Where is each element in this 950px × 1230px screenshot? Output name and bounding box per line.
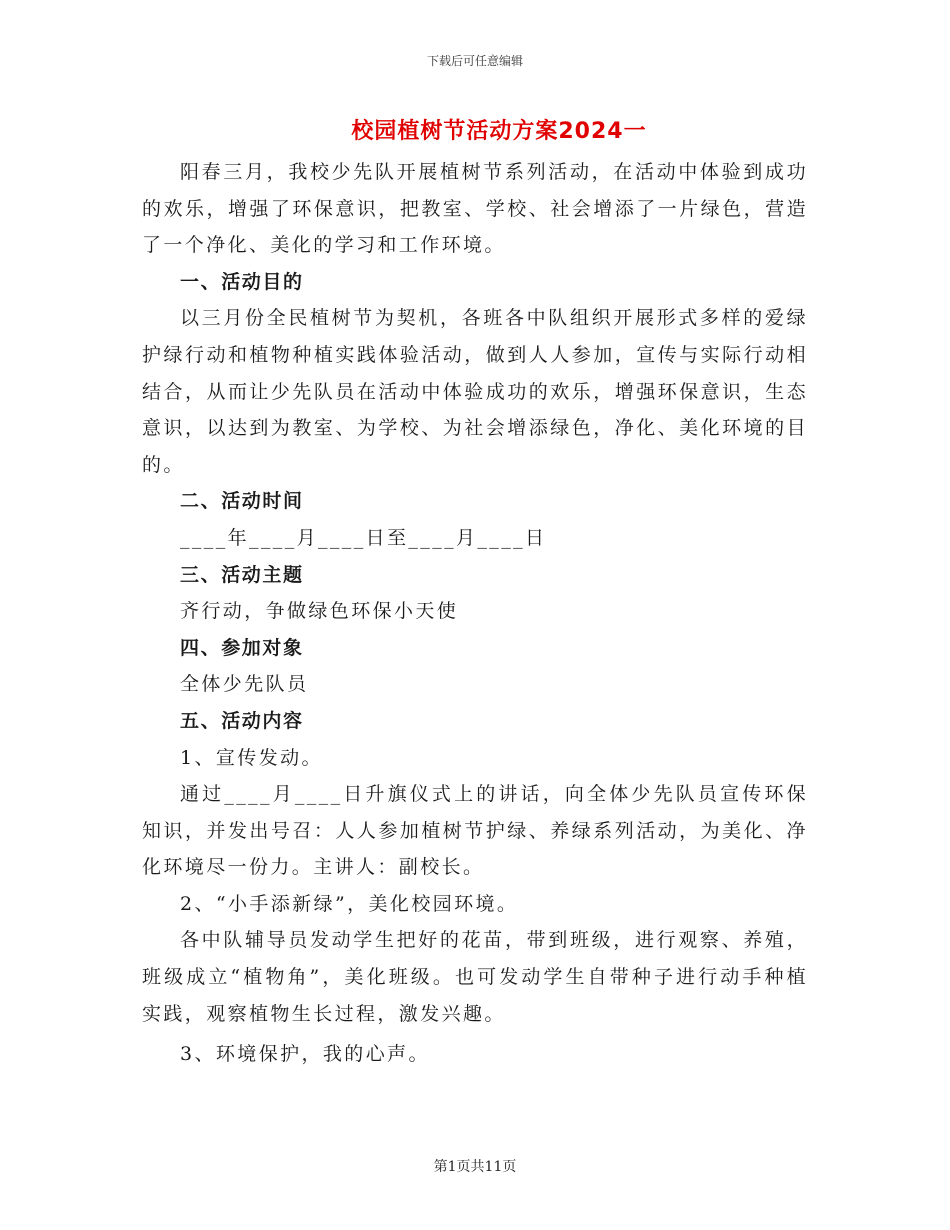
header-note: 下载后可任意编辑 [426, 54, 523, 68]
paragraph-time: ____年____月____日至____月____日 [180, 526, 547, 549]
heading-theme: 三、活动主题 [180, 563, 304, 586]
paragraph-green: 各中队辅导员发动学生把好的花苗，带到班级，进行观察、养殖，班级成立“植物角”，美化班级。也可发动学生自带种子进行动手种植实践，观察植物生长过程，激发兴趣。 [142, 929, 808, 1025]
paragraph-publicity: 通过____月____日升旗仪式上的讲话，向全体少先队员宣传环保知识，并发出号召：人人参加植树节护绿、养绿系列活动，为美化、净化环境尽一份力。主讲人：副校长。 [142, 783, 808, 879]
list-item-environment: 3、环境保护，我的心声。 [180, 1043, 430, 1066]
heading-time: 二、活动时间 [180, 490, 304, 513]
page-footer: 第1页共11页 [433, 1159, 517, 1175]
paragraph-purpose: 以三月份全民植树节为契机，各班各中队组织开展形式多样的爱绿护绿行动和植物种植实践体验活动，做到人人参加，宣传与实际行动相结合，从而让少先队员在活动中体验成功的欢乐，增强环保意识，生态意识，以达到为教室、为学校、为社会增添绿色，净化、美化环境的目的。 [142, 307, 808, 476]
heading-content: 五、活动内容 [180, 709, 304, 732]
list-item-green: 2、“小手添新绿”，美化校园环境。 [180, 892, 519, 915]
heading-participants: 四、参加对象 [180, 636, 304, 659]
paragraph-participants: 全体少先队员 [180, 673, 309, 696]
list-item-publicity: 1、宣传发动。 [180, 746, 323, 769]
paragraph-theme: 齐行动，争做绿色环保小天使 [180, 600, 459, 623]
document-title: 校园植树节活动方案2024一 [351, 119, 647, 144]
paragraph-intro: 阳春三月，我校少先队开展植树节系列活动，在活动中体验到成功的欢乐，增强了环保意识，把教室、学校、社会增添了一片绿色，营造了一个净化、美化的学习和工作环境。 [142, 161, 808, 257]
heading-purpose: 一、活动目的 [180, 270, 304, 293]
document-body [142, 154, 808, 1073]
